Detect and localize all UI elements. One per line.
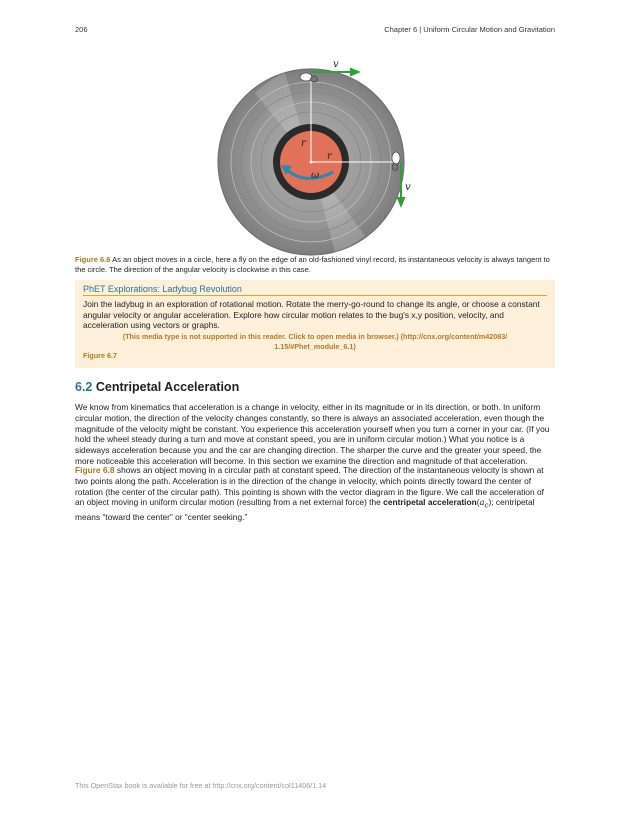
phet-figure-label: Figure 6.7 xyxy=(83,351,117,360)
section-heading xyxy=(75,380,239,394)
math-subscript-c: c xyxy=(484,501,489,510)
math-open-paren: ( xyxy=(476,497,480,508)
velocity-arrowhead-right xyxy=(397,197,406,208)
phet-divider xyxy=(83,295,547,296)
phet-media-line-1[interactable]: (This media type is not supported in this reader. Click to open media in browser.) (http://cnx.org/content/m42083/ xyxy=(122,332,508,341)
paragraph-1: We know from kinematics that acceleration is a change in velocity, either in its magnitude or in its direction, or both. In uniform circular motion, the direction of the velocity changes constantly, so there is always an associated acceleration, even though the magnitude of the velocity might be constant. You experience this acceleration yourself when you turn a corner in your car. (If you hold the wheel steady during a turn and move at constant speed, you are in uniform circular motion.) What you notice is a sideways acceleration because you and the car are changing direction. The sharper the curve and the greater your speed, the more noticeable this acceleration will become. In this section we examine the direction and magnitude of that acceleration. xyxy=(75,402,550,466)
label-v-top: v xyxy=(333,59,339,70)
figure-link[interactable]: Figure 6.8 xyxy=(75,465,115,475)
vinyl-record-figure xyxy=(215,58,415,258)
math-close-paren: ) xyxy=(488,497,492,508)
caption-label: Figure 6.6 xyxy=(75,255,111,264)
label-omega: ω xyxy=(311,170,320,181)
label-v-right: v xyxy=(405,182,411,193)
paragraph-2-text-a: shows an object moving in a circular path at constant speed. The direction of the instantaneous velocity is shown at two points along the path. Acceleration is in the direction of the change in velocity, which points directly toward the center of rotation (the center of the circular path). This pointing is shown with the vector diagram in the figure. We call the acceleration of an object moving in uniform circular motion (resulting from a net external force) the xyxy=(75,465,544,508)
phet-media-line-2[interactable]: 1.15/#Phet_module_6.1) xyxy=(274,342,356,351)
phet-box xyxy=(75,280,555,368)
phet-media-link[interactable] xyxy=(75,332,555,352)
chapter-header: Chapter 6 | Uniform Circular Motion and Gravitation xyxy=(384,25,555,34)
caption-text: As an object moves in a circle, here a fly on the edge of an old-fashioned vinyl record, its instantaneous velocity is always tangent to the circle. The direction of the angular velocity is clockwise in this case. xyxy=(75,255,550,274)
math-symbol-a: a xyxy=(479,497,485,508)
velocity-arrowhead-top xyxy=(350,68,361,77)
paragraph-2-text-b: ; centripetal means “toward the center” or “center seeking.” xyxy=(75,497,535,522)
record-diagram xyxy=(215,58,415,258)
section-number: 6.2 xyxy=(75,380,93,394)
section-title: Centripetal Acceleration xyxy=(95,380,240,394)
label-r-vertical: r xyxy=(301,138,306,149)
figure-caption xyxy=(75,255,555,275)
paragraph-2 xyxy=(75,465,555,522)
page-number: 206 xyxy=(75,25,88,34)
phet-body: Join the ladybug in an exploration of rotational motion. Rotate the merry-go-round to change its angle, or choose a constant angular velocity or angular acceleration. Explore how circular motion relates to the bug's x,y position, velocity, and acceleration using vectors or graphs. xyxy=(83,299,540,331)
phet-title: PhET Explorations: Ladybug Revolution xyxy=(83,284,242,294)
page-footer: This OpenStax book is available for free at http://cnx.org/content/col11406/1.14 xyxy=(75,781,327,790)
term-centripetal-acceleration: centripetal acceleration xyxy=(383,497,477,508)
label-r-horizontal: r xyxy=(327,151,332,162)
